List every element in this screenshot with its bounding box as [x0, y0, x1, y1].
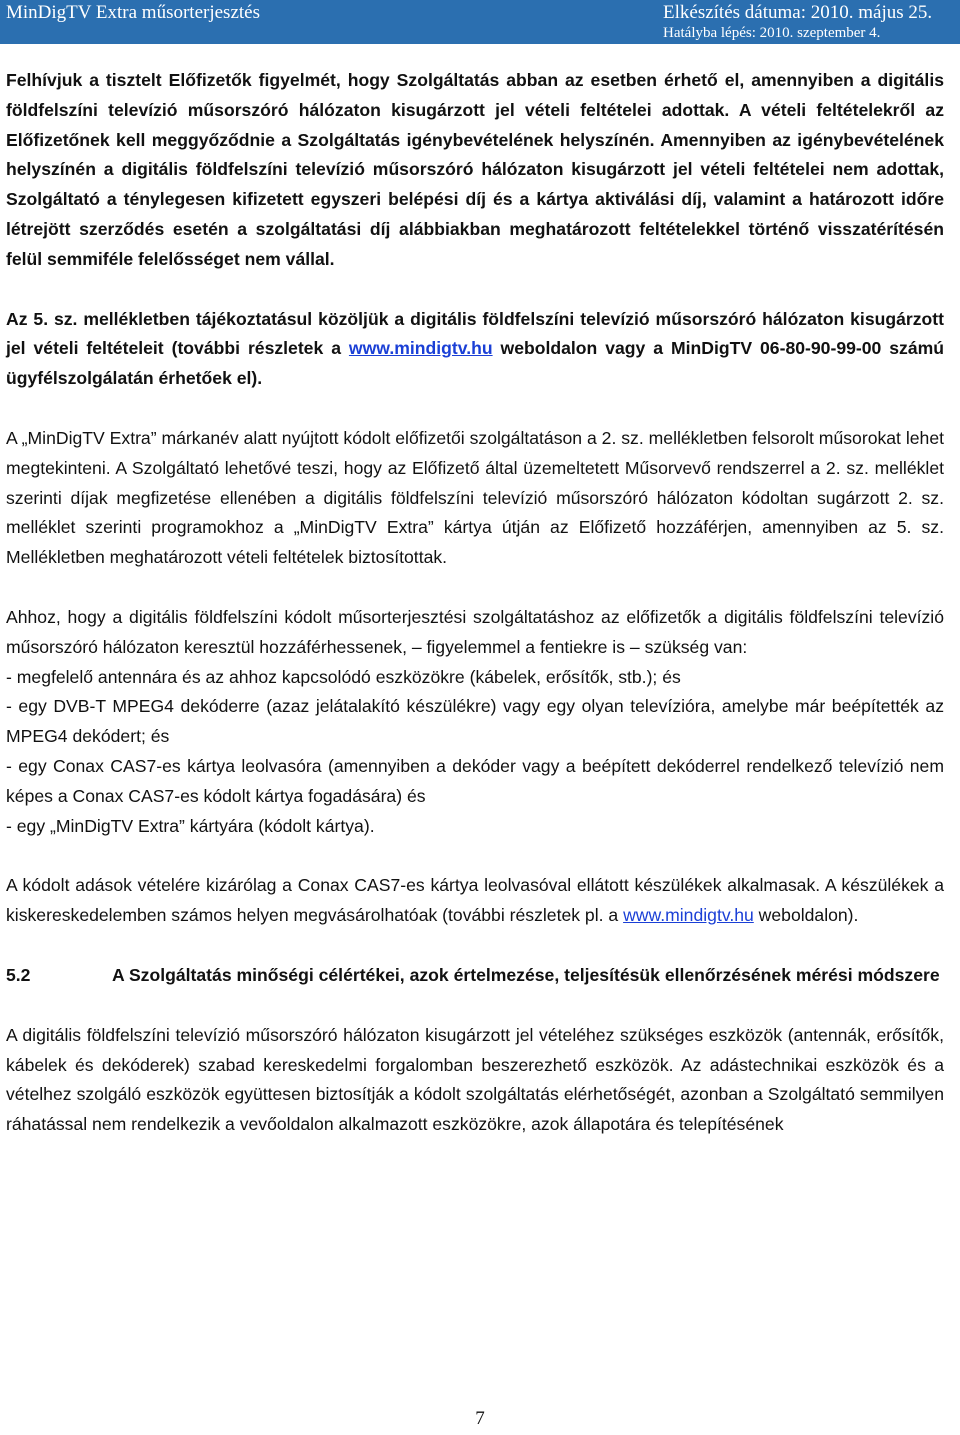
- requirements-intro: Ahhoz, hogy a digitális földfelszíni kódolt műsorterjesztési szolgáltatáshoz az előfizetők a digitális földfelszíni televízió műsorszóró hálózaton keresztül hozzáférhessenek, – figyelemmel a fentiekre is – szükség van:: [6, 606, 944, 657]
- requirement-item-card: - egy „MinDigTV Extra” kártyára (kódolt kártya).: [6, 815, 375, 836]
- mindigtv-link-devices[interactable]: www.mindigtv.hu: [623, 905, 754, 926]
- devices-paragraph: [6, 871, 944, 931]
- header-title: MinDigTV Extra műsorterjesztés: [6, 2, 260, 23]
- mindigtv-link[interactable]: www.mindigtv.hu: [348, 338, 493, 359]
- devices-text-start: A kódolt adások vételére kizárólag a Conax CAS7-es kártya leolvasóval ellátott készülékek alkalmasak. A készülékek a kiskereskedelemben számos helyen megvásárolhatóak (további részletek pl. a: [6, 875, 944, 926]
- section-title: A Szolgáltatás minőségi célértékei, azok értelmezése, teljesítésük ellenőrzésének mérési módszere: [112, 964, 940, 985]
- requirement-item-decoder: - egy DVB-T MPEG4 dekóderre (azaz jelátalakító készülékre) vagy egy olyan televízióra, amelybe már beépítették az MPEG4 dekódert; és: [6, 696, 944, 747]
- header-dates: [663, 2, 953, 42]
- document-body: [6, 66, 944, 1140]
- page-number: 7: [475, 1408, 485, 1429]
- section-number: 5.2: [6, 964, 31, 985]
- requirement-item-antenna: - megfelelő antennára és az ahhoz kapcsolódó eszközökre (kábelek, erősítők, stb.); és: [6, 666, 681, 687]
- annex-reference-paragraph: [6, 305, 944, 394]
- requirement-item-card-reader: - egy Conax CAS7-es kártya leolvasóra (amennyiben a dekóder vagy a beépített dekóderrel rendelkező televízió nem képes a Conax CAS7-es kódolt kártya fogadására) és: [6, 755, 944, 806]
- notice-paragraph: Felhívjuk a tisztelt Előfizetők figyelmét, hogy Szolgáltatás abban az esetben érhető el, amennyiben a digitális földfelszíni televízió műsorszóró hálózaton kisugárzott jel vételi feltételei adottak. A vételi feltételekről az Előfizetőnek kell meggyőződnie a Szolgáltatás igénybevételének helyszínén. Amennyiben az igénybevételének helyszínén a digitális földfelszíni televízió műsorszóró hálózaton kisugárzott jel vételi feltételei nem adottak, Szolgáltató a ténylegesen kifizetett egyszeri belépési díj és a kártya aktiválási díj, valamint a határozott időre létrejött szerződés esetén a szolgáltatási díj alábbiakban meghatározott feltételekkel történő visszatérítésén felül semmiféle felelősséget nem vállal.: [6, 70, 944, 269]
- header-effective-date: Hatályba lépés: 2010. szeptember 4.: [663, 25, 881, 41]
- extra-service-paragraph: A „MinDigTV Extra” márkanév alatt nyújtott kódolt előfizetői szolgáltatáson a 2. sz. mellékletben felsorolt műsorokat lehet megtekinteni. A Szolgáltató lehetővé teszi, hogy az Előfizető által üzemeltetett Műsorvevő rendszerrel a 2. sz. melléklet szerinti díjak megfizetése ellenében a digitális földfelszíni televízió műsorszóró hálózaton kódoltan sugárzott 2. sz. melléklet szerinti programokhoz a „MinDigTV Extra” kártya útján az Előfizető hozzáférjen, amennyiben az 5. sz. Mellékletben meghatározott vételi feltételek biztosítottak.: [6, 427, 944, 568]
- quality-paragraph: A digitális földfelszíni televízió műsorszóró hálózaton kisugárzott jel vételéhez szükséges eszközök (antennák, erősítők, kábelek és dekóderek) szabad kereskedelmi forgalomban beszerezhető eszközök. Az adástechnikai eszközök és a vételhez szolgáló eszközök együttesen biztosítják a kódolt szolgáltatás elérhetőségét, azonban a Szolgáltató semmilyen ráhatással nem rendelkezik a vevőoldalon alkalmazott eszközökre, azok állapotára és telepítésének: [6, 1024, 944, 1135]
- page-header: [0, 0, 960, 44]
- devices-text-end: weboldalon).: [753, 905, 859, 926]
- annex-reference-text-end: weboldalon vagy a MinDigTV 06-80-90-99-00 számú ügyfélszolgálatán érhetőek el).: [6, 338, 945, 389]
- header-creation-date: Elkészítés dátuma: 2010. május 25.: [663, 2, 933, 23]
- annex-reference-text-start: Az 5. sz. mellékletben tájékoztatásul közöljük a digitális földfelszíni televízió műsorszóró hálózaton kisugárzott jel vételi feltételeit (további részletek a: [6, 308, 944, 359]
- section-heading: [6, 961, 944, 991]
